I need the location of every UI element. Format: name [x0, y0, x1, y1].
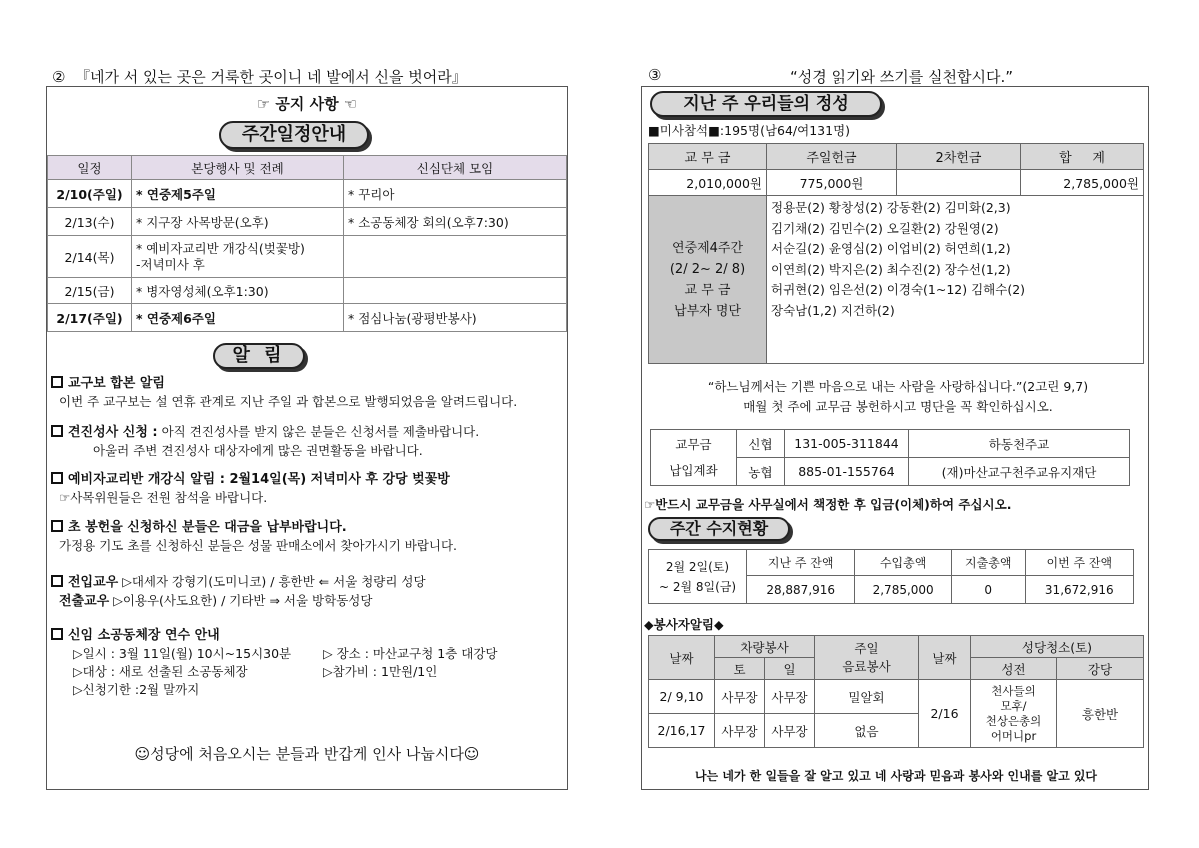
- notice-body: 이번 주 교구보는 설 연휴 관계로 지난 주일 과 합본으로 발행되었음을 알려드립니다.: [59, 394, 518, 409]
- notice-panel: [46, 86, 568, 790]
- finance-value: 0: [951, 576, 1025, 604]
- offering-header: 2차헌금: [897, 144, 1021, 170]
- finance-header: 이번 주 잔액: [1025, 550, 1133, 576]
- cleaning-date: 2/16: [919, 680, 971, 748]
- notice-confirmation: [51, 423, 565, 460]
- checkbox-square-icon: [51, 425, 63, 437]
- offering-header: 주일헌금: [767, 144, 897, 170]
- schedule-group: [344, 278, 567, 304]
- account-number: 131-005-311844: [785, 430, 909, 458]
- donor-list-label: [649, 196, 767, 364]
- volunteer-header: 날짜: [649, 636, 715, 680]
- offering-header: 합 계: [1021, 144, 1144, 170]
- account-table: [650, 429, 1130, 486]
- volunteer-header: 차량봉사: [715, 636, 815, 658]
- finance-period-line: 2월 2일(토): [665, 559, 730, 574]
- schedule-header: 일정: [48, 156, 132, 180]
- side-line: 연중제4주간: [671, 240, 744, 256]
- alim-title: 알 림: [213, 343, 305, 369]
- schedule-event: * 병자영성체(오후1:30): [132, 278, 344, 304]
- right-page-number: ③: [648, 66, 662, 84]
- donor-line: 장숙남(1,2) 지건하(2): [771, 302, 895, 318]
- left-heading-text: 『네가 서 있는 곳은 거룩한 곳이니 네 발에서 신을 벗어라』: [75, 68, 467, 86]
- scripture-quote: “하느님께서는 기쁜 마음으로 내는 사람을 사랑하십니다.”(2고린 9,7): [707, 379, 1089, 394]
- donor-line: 정용문(2) 황창성(2) 강동환(2) 김미화(2,3): [771, 200, 1011, 215]
- right-heading-text: “성경 읽기와 쓰기를 실천합시다.”: [790, 68, 1013, 86]
- transfer-out-label: 전출교우: [59, 594, 110, 609]
- volunteer-header-line: 음료봉사: [842, 658, 891, 674]
- notice-body: 가정용 기도 초를 신청하신 분들은 성물 판매소에서 찾아가시기 바랍니다.: [59, 538, 458, 553]
- volunteer-header: 강당: [1057, 658, 1144, 680]
- finance-header: 지난 주 잔액: [747, 550, 855, 576]
- notice-bulletin: [51, 375, 565, 411]
- finance-value: 28,887,916: [747, 576, 855, 604]
- reminder-text: 매월 첫 주에 교무금 봉헌하시고 명단을 꼭 확인하십시오.: [743, 399, 1053, 414]
- donor-line: 김기채(2) 김민수(2) 오길환(2) 강원영(2): [771, 220, 999, 236]
- volunteer-sun: 사무장: [765, 714, 815, 748]
- volunteer-sun: 사무장: [765, 680, 815, 714]
- notice-catechumen: [51, 471, 565, 507]
- donor-row: [649, 196, 1144, 364]
- volunteer-header-line: 주일: [854, 640, 879, 656]
- account-label-line: 납입계좌: [669, 462, 718, 478]
- schedule-title: 주간일정안내: [219, 121, 369, 149]
- volunteer-sat: 사무장: [715, 680, 765, 714]
- greeting-text: ☺성당에 처음오시는 분들과 반갑게 인사 나눕시다☺: [134, 745, 480, 763]
- notice-heading: 예비자교리반 개강식 알림 : 2월14일(목) 저녁미사 후 강당 벚꽃방: [68, 472, 450, 487]
- volunteer-header: 성당청소(토): [971, 636, 1144, 658]
- schedule-date: 2/14(목): [48, 236, 132, 278]
- notice-training: [51, 627, 565, 699]
- donor-names: [767, 196, 1144, 364]
- contrib-title: 지난 주 우리들의 정성: [650, 91, 882, 117]
- offering-header: 교 무 금: [649, 144, 767, 170]
- table-row: [48, 236, 567, 278]
- offering-header-row: [649, 144, 1144, 170]
- schedule-date: 2/13(수): [48, 208, 132, 236]
- notice-body: ☞사목위원들은 전원 참석을 바랍니다.: [59, 490, 268, 505]
- account-holder: (재)마산교구천주교유지재단: [909, 458, 1130, 486]
- offering-table: [648, 143, 1144, 364]
- finance-period-line: ~ 2월 8일(금): [658, 579, 737, 594]
- schedule-group: * 소공동체장 회의(오후7:30): [344, 208, 567, 236]
- finance-table: [648, 549, 1134, 604]
- table-row: [649, 680, 1144, 714]
- volunteer-header: 토: [715, 658, 765, 680]
- schedule-group: * 꾸리아: [344, 180, 567, 208]
- cleaning-sanctuary: 천사들의 모후/ 천상은총의 어머니pr: [971, 680, 1057, 748]
- volunteer-date: 2/16,17: [649, 714, 715, 748]
- account-row: [651, 430, 1130, 458]
- volunteer-sat: 사무장: [715, 714, 765, 748]
- volunteer-header: 일: [765, 658, 815, 680]
- account-note: ☞반드시 교무금을 사무실에서 책정한 후 입금(이체)하여 주십시오.: [644, 497, 1012, 512]
- offering-value-row: [649, 170, 1144, 196]
- schedule-date: 2/17(주일): [48, 304, 132, 332]
- notice-transfer: [51, 573, 565, 611]
- donor-line: 서순길(2) 윤영심(2) 이업비(2) 허연희(1,2): [771, 241, 1011, 256]
- schedule-header-row: [48, 156, 567, 180]
- donor-line: 허귀현(2) 임은선(2) 이경숙(1~12) 김해수(2): [771, 282, 1026, 297]
- table-row: [48, 180, 567, 208]
- schedule-group: * 점심나눔(광평반봉사): [344, 304, 567, 332]
- schedule-event: * 연중제5주일: [132, 180, 344, 208]
- schedule-date: 2/15(금): [48, 278, 132, 304]
- offering-panel: [641, 86, 1149, 790]
- account-holder: 하동천주교: [909, 430, 1130, 458]
- finance-header: 수입총액: [855, 550, 952, 576]
- donor-line: 이연희(2) 박지은(2) 최수진(2) 장수선(1,2): [771, 261, 1011, 277]
- notice-heading: 신임 소공동체장 연수 안내: [68, 628, 220, 643]
- schedule-group: [344, 236, 567, 278]
- checkbox-square-icon: [51, 575, 63, 587]
- side-line: 납부자 명단: [674, 303, 741, 319]
- finance-value: 31,672,916: [1025, 576, 1133, 604]
- side-line: 교 무 금: [684, 282, 731, 298]
- schedule-header: 신심단체 모임: [344, 156, 567, 180]
- notice-body: 아울러 주변 견진성사 대상자에게 많은 권면활동을 바랍니다.: [93, 443, 423, 458]
- finance-title: 주간 수지현황: [648, 517, 790, 541]
- training-target: ▷대상 : 새로 선출된 소공동체장: [73, 664, 248, 679]
- left-page-heading: [52, 66, 467, 87]
- schedule-date: 2/10(주일): [48, 180, 132, 208]
- volunteer-drink: 밀알회: [815, 680, 919, 714]
- training-deadline: ▷신청기한 :2월 말까지: [73, 682, 200, 697]
- cleaning-hall: 흥한반: [1057, 680, 1144, 748]
- account-number: 885-01-155764: [785, 458, 909, 486]
- checkbox-square-icon: [51, 520, 63, 532]
- schedule-table: [47, 155, 567, 332]
- account-label: [651, 430, 737, 486]
- volunteer-date: 2/ 9,10: [649, 680, 715, 714]
- training-fee: ▷참가비 : 1만원/1인: [323, 664, 438, 679]
- notice-body: 아직 견진성사를 받지 않은 분들은 신청서를 제출바랍니다.: [161, 424, 480, 439]
- table-row: [48, 208, 567, 236]
- training-time: ▷일시 : 3월 11일(월) 10시~15시30분: [73, 646, 292, 661]
- footer-verse: 나는 네가 한 일들을 잘 알고 있고 네 사랑과 믿음과 봉사와 인내를 알고 있다: [694, 769, 1098, 783]
- finance-header: 지출총액: [951, 550, 1025, 576]
- bank-name: 농협: [737, 458, 785, 486]
- volunteer-header: [815, 636, 919, 680]
- notice-heading: 교구보 합본 알림: [68, 376, 165, 391]
- side-line: (2/ 2~ 2/ 8): [669, 261, 746, 277]
- transfer-out-text: ▷이용우(사도요한) / 기타반 ⇒ 서울 방학동성당: [113, 593, 373, 608]
- volunteer-header-row: [649, 636, 1144, 658]
- volunteer-table: [648, 635, 1144, 748]
- volunteer-drink: 없음: [815, 714, 919, 748]
- finance-period: [649, 550, 747, 604]
- table-row: [48, 304, 567, 332]
- attendance-text: ■미사참석■:195명(남64/여131명): [648, 123, 851, 138]
- notice-heading: 초 봉헌을 신청하신 분들은 대금을 납부바랍니다.: [68, 520, 347, 535]
- finance-header-row: [649, 550, 1134, 576]
- offering-value: [897, 170, 1021, 196]
- transfer-in-text: ▷대세자 강형기(도미니코) / 흥한반 ⇐ 서울 청량리 성당: [122, 574, 426, 589]
- checkbox-square-icon: [51, 472, 63, 484]
- account-label-line: 교무금: [675, 436, 712, 452]
- schedule-header: 본당행사 및 전례: [132, 156, 344, 180]
- notice-candles: [51, 519, 565, 555]
- schedule-event: * 지구장 사목방문(오후): [132, 208, 344, 236]
- left-page-number: ②: [52, 68, 66, 86]
- volunteer-header: 날짜: [919, 636, 971, 680]
- table-row: [48, 278, 567, 304]
- schedule-event: * 예비자교리반 개강식(벚꽃방) -저녁미사 후: [132, 236, 344, 278]
- notice-title: ☞ 공지 사항 ☜: [256, 95, 358, 113]
- finance-value: 2,785,000: [855, 576, 952, 604]
- transfer-in-label: 전입교우: [68, 575, 119, 590]
- offering-value: 775,000원: [767, 170, 897, 196]
- schedule-event: * 연중제6주일: [132, 304, 344, 332]
- notice-heading: 견진성사 신청 :: [68, 425, 158, 440]
- volunteer-title: ◆봉사자알림◆: [644, 617, 724, 632]
- checkbox-square-icon: [51, 376, 63, 388]
- training-place: ▷ 장소 : 마산교구청 1층 대강당: [323, 646, 498, 661]
- offering-value: 2,010,000원: [649, 170, 767, 196]
- checkbox-square-icon: [51, 628, 63, 640]
- offering-value: 2,785,000원: [1021, 170, 1144, 196]
- volunteer-header: 성전: [971, 658, 1057, 680]
- bank-name: 신협: [737, 430, 785, 458]
